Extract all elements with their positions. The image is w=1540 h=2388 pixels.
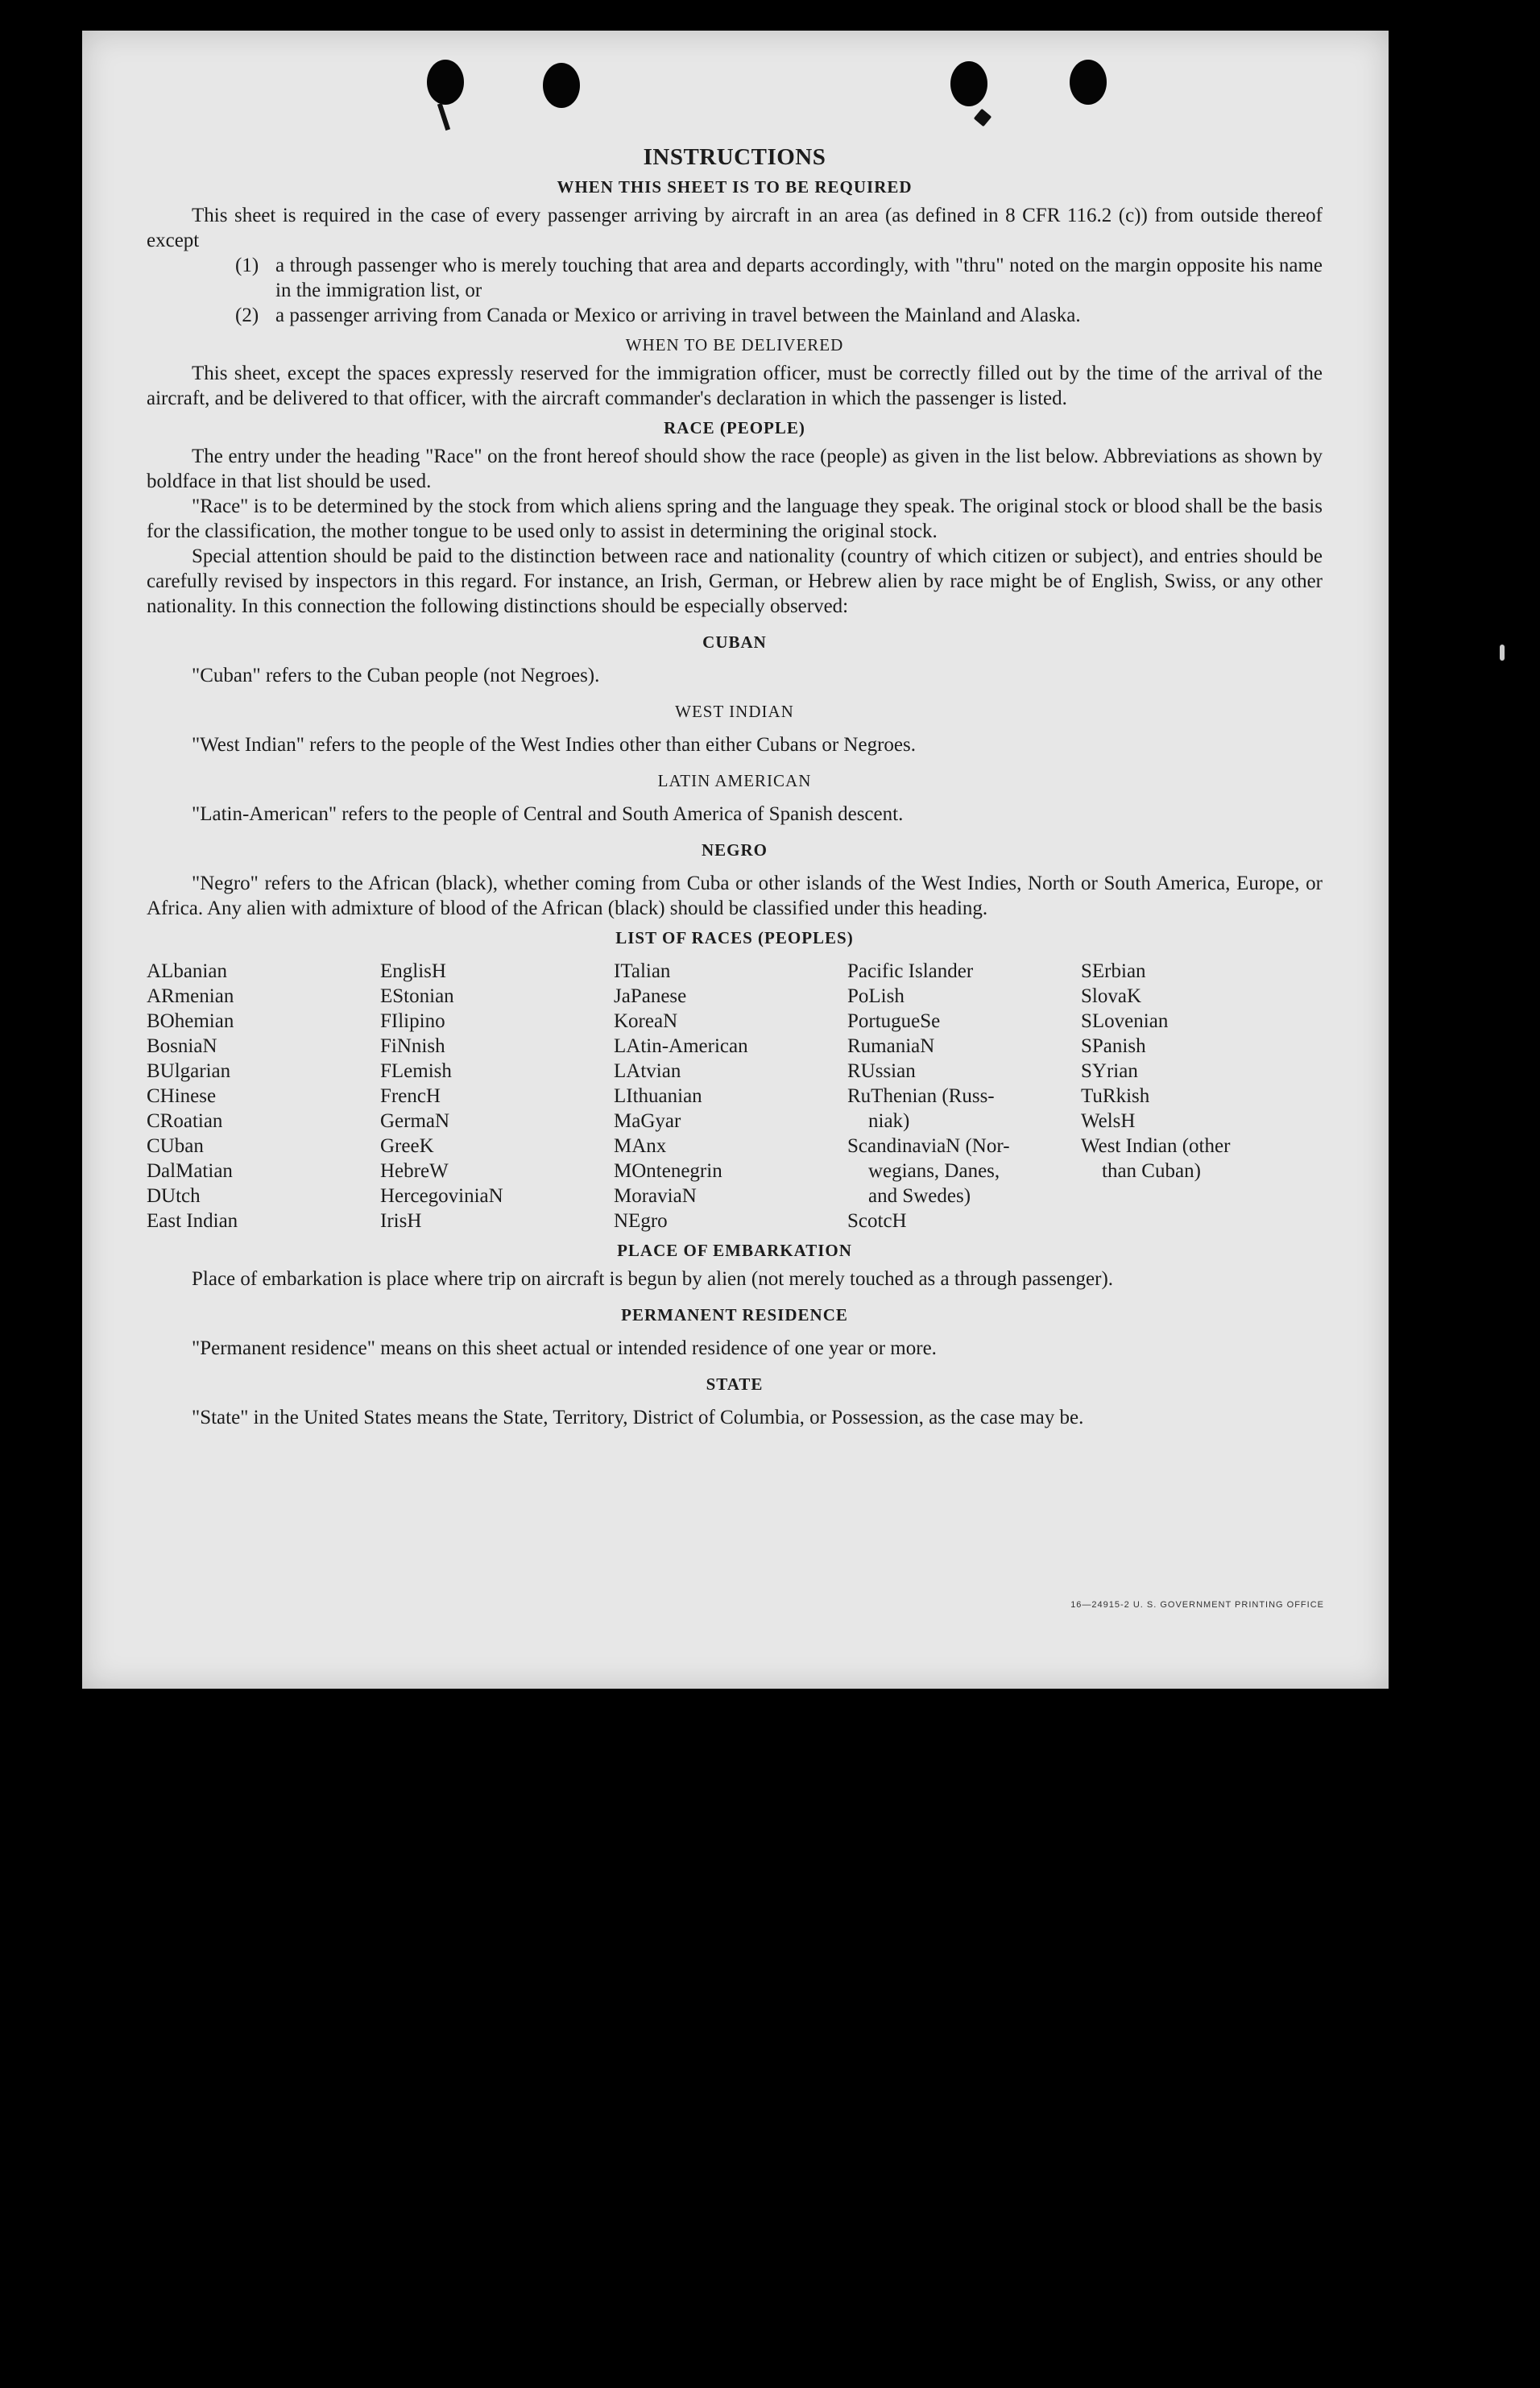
race-entry: NEgro — [614, 1210, 668, 1232]
race-entry: wegians, Danes, — [868, 1160, 1000, 1182]
section-heading: WEST INDIAN — [675, 702, 794, 721]
race-entry: HebreW — [380, 1160, 449, 1182]
paragraph: Place of embarkation is place where trip on aircraft is begun by alien (not merely touched as a through passenger). — [192, 1268, 1114, 1290]
punch-hole — [950, 61, 987, 106]
race-entry: FiNnish — [380, 1035, 445, 1057]
race-entry: PoLish — [847, 985, 905, 1007]
race-entry: ITalian — [614, 960, 671, 982]
race-entry: SYrian — [1081, 1060, 1138, 1082]
race-column — [1081, 959, 1314, 1233]
paragraph: "West Indian" refers to the people of the West Indies other than either Cubans or Negroes. — [192, 734, 916, 756]
race-entry: DalMatian — [147, 1160, 233, 1182]
section-heading: NEGRO — [701, 840, 768, 860]
race-entry: East Indian — [147, 1210, 238, 1232]
race-entry: CUban — [147, 1135, 204, 1157]
race-entry: GreeK — [380, 1135, 434, 1157]
race-entry: JaPanese — [614, 985, 687, 1007]
paragraph: "Permanent residence" means on this sheet actual or intended residence of one year or more. — [192, 1337, 937, 1359]
race-entry: ScandinaviaN (Nor- — [847, 1135, 1010, 1157]
race-entry: Pacific Islander — [847, 960, 974, 982]
paragraph: "State" in the United States means the State, Territory, District of Columbia, or Possession, as the case may be. — [192, 1407, 1084, 1428]
race-entry: KoreaN — [614, 1010, 678, 1032]
race-entry: GermaN — [380, 1110, 450, 1132]
race-entry: EnglisH — [380, 960, 446, 982]
list-item — [147, 253, 1323, 303]
section-heading: LIST OF RACES (PEOPLES) — [615, 928, 854, 947]
race-entry: ALbanian — [147, 960, 227, 982]
scan-artifact — [1500, 645, 1505, 661]
race-column — [847, 959, 1081, 1233]
paragraph: "Latin-American" refers to the people of Central and South America of Spanish descent. — [192, 803, 904, 825]
paragraph: This sheet is required in the case of every passenger arriving by aircraft in an area (as defined in 8 CFR 116.2 (c)) from outside thereof except — [147, 205, 1323, 251]
race-column — [380, 959, 614, 1233]
instructions-body — [147, 145, 1323, 1430]
race-entry: EStonian — [380, 985, 454, 1007]
paragraph: The entry under the heading "Race" on the front hereof should show the race (people) as given in the list below. Abbreviations as shown by boldface in that list should be used. — [147, 446, 1323, 492]
race-entry: niak) — [868, 1110, 910, 1132]
race-entry: FIlipino — [380, 1010, 445, 1032]
race-entry: MoraviaN — [614, 1185, 697, 1207]
race-entry: LAtvian — [614, 1060, 681, 1082]
race-column — [147, 959, 380, 1233]
section-heading: WHEN TO BE DELIVERED — [625, 335, 844, 354]
race-entry: MOntenegrin — [614, 1160, 722, 1182]
punch-hole — [1070, 60, 1107, 105]
race-entry: PortugueSe — [847, 1010, 941, 1032]
race-list — [147, 959, 1323, 1233]
section-heading: RACE (PEOPLE) — [664, 418, 805, 437]
item-text: a through passenger who is merely touching that area and departs accordingly, with "thru" noted on the margin opposite his name in the immigration list, or — [275, 255, 1323, 301]
race-entry: DUtch — [147, 1185, 201, 1207]
race-entry: BosniaN — [147, 1035, 217, 1057]
race-entry: HercegoviniaN — [380, 1185, 503, 1207]
race-entry: RumaniaN — [847, 1035, 935, 1057]
item-number: (2) — [235, 305, 259, 326]
paragraph: "Race" is to be determined by the stock from which aliens spring and the language they speak. The original stock or blood shall be the basis for the classification, the mother tongue to be used only to assist in determining the original stock. — [147, 495, 1323, 542]
race-entry: and Swedes) — [868, 1185, 971, 1207]
section-heading: CUBAN — [702, 632, 767, 652]
paragraph: "Cuban" refers to the Cuban people (not Negroes). — [192, 665, 600, 686]
race-entry: MaGyar — [614, 1110, 681, 1132]
race-entry: BOhemian — [147, 1010, 234, 1032]
section-heading: LATIN AMERICAN — [657, 771, 812, 790]
race-entry: RUssian — [847, 1060, 916, 1082]
race-entry: LAtin-American — [614, 1035, 748, 1057]
paragraph: "Negro" refers to the African (black), whether coming from Cuba or other islands of the West Indies, North or South America, Europe, or Africa. Any alien with admixture of blood of the African (black) should be classified under this heading. — [147, 873, 1323, 919]
race-entry: FLemish — [380, 1060, 452, 1082]
race-entry: MAnx — [614, 1135, 667, 1157]
race-column — [614, 959, 847, 1233]
paragraph: This sheet, except the spaces expressly reserved for the immigration officer, must be correctly filled out by the time of the arrival of the aircraft, and be delivered to that officer, with the aircraft commander's declaration in which the passenger is listed. — [147, 363, 1323, 409]
list-item — [147, 303, 1323, 328]
race-entry: RuThenian (Russ- — [847, 1085, 995, 1107]
race-entry: CRoatian — [147, 1110, 223, 1132]
section-heading: PERMANENT RESIDENCE — [621, 1305, 848, 1325]
punch-hole — [543, 63, 580, 108]
race-entry: West Indian (other — [1081, 1135, 1231, 1157]
race-entry: BUlgarian — [147, 1060, 231, 1082]
page-title: INSTRUCTIONS — [643, 144, 826, 170]
race-entry: WelsH — [1081, 1110, 1136, 1132]
document-sheet — [82, 31, 1389, 1689]
race-entry: ScotcH — [847, 1210, 907, 1232]
race-entry: SPanish — [1081, 1035, 1146, 1057]
race-entry: LIthuanian — [614, 1085, 702, 1107]
race-entry: than Cuban) — [1102, 1160, 1201, 1182]
section-heading: PLACE OF EMBARKATION — [617, 1241, 852, 1260]
race-entry: ARmenian — [147, 985, 234, 1007]
race-entry: SlovaK — [1081, 985, 1141, 1007]
punch-hole — [427, 60, 464, 105]
torn-mark — [437, 103, 450, 131]
race-entry: FrencH — [380, 1085, 441, 1107]
race-entry: TuRkish — [1081, 1085, 1150, 1107]
race-entry: IrisH — [380, 1210, 422, 1232]
item-text: a passenger arriving from Canada or Mexico or arriving in travel between the Mainland and Alaska. — [275, 305, 1081, 326]
race-entry: SErbian — [1081, 960, 1146, 982]
torn-mark — [974, 109, 992, 127]
race-entry: CHinese — [147, 1085, 217, 1107]
item-number: (1) — [235, 255, 259, 276]
printer-imprint: 16—24915-2 U. S. GOVERNMENT PRINTING OFFICE — [1070, 1600, 1324, 1610]
section-heading: STATE — [706, 1374, 764, 1394]
race-entry: SLovenian — [1081, 1010, 1169, 1032]
section-heading: WHEN THIS SHEET IS TO BE REQUIRED — [557, 177, 913, 197]
paragraph: Special attention should be paid to the distinction between race and nationality (country of which citizen or subject), and entries should be carefully revised by inspectors in this regard. For instance, an Irish, German, or Hebrew alien by race might be of English, Swiss, or any other nationality. In this connection the following distinctions should be especially observed: — [147, 545, 1323, 617]
